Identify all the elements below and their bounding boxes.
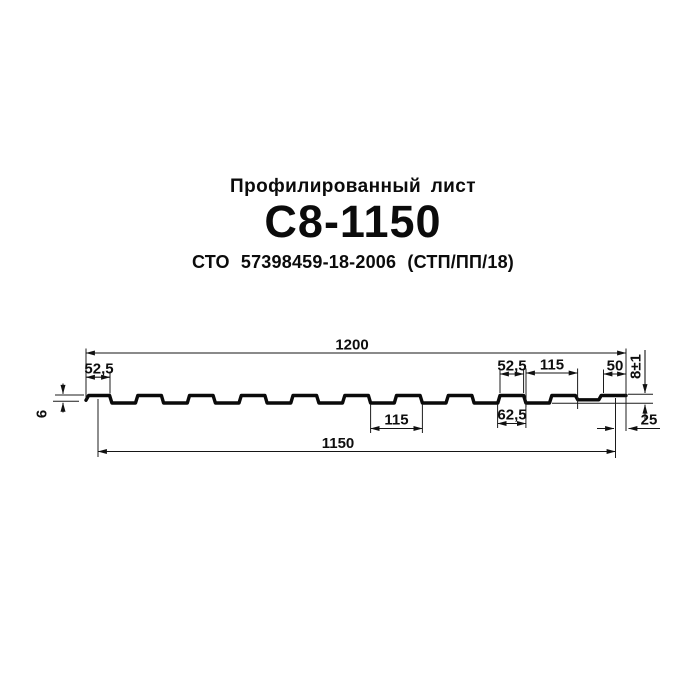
dim-edge-lip-label: 6 [33,409,51,419]
dim-overlap-label: 25 [640,411,658,429]
dim-rib-base-label: 62,5 [497,406,527,424]
sheet-type-title: Профилированный лист [230,176,476,197]
dim-pitch-bottom-label: 115 [384,411,409,429]
sheet-profile-path [86,396,626,404]
dim-working-width-label: 1150 [321,435,355,452]
dim-edge-flat-label: 50 [606,357,624,375]
dimension-lines [63,350,660,452]
dim-total-width-label: 1200 [335,336,369,354]
dim-crest-left-label: 52,5 [84,360,114,378]
dim-pitch-top-label: 115 [539,356,565,374]
profile-model-title: С8-1150 [264,196,442,247]
dim-profile-height-label: 8±1 [627,354,645,379]
dim-crest-right-label: 52,5 [497,357,527,375]
standard-reference: СТО 57398459-18-2006 (СТП/ПП/18) [191,252,514,272]
